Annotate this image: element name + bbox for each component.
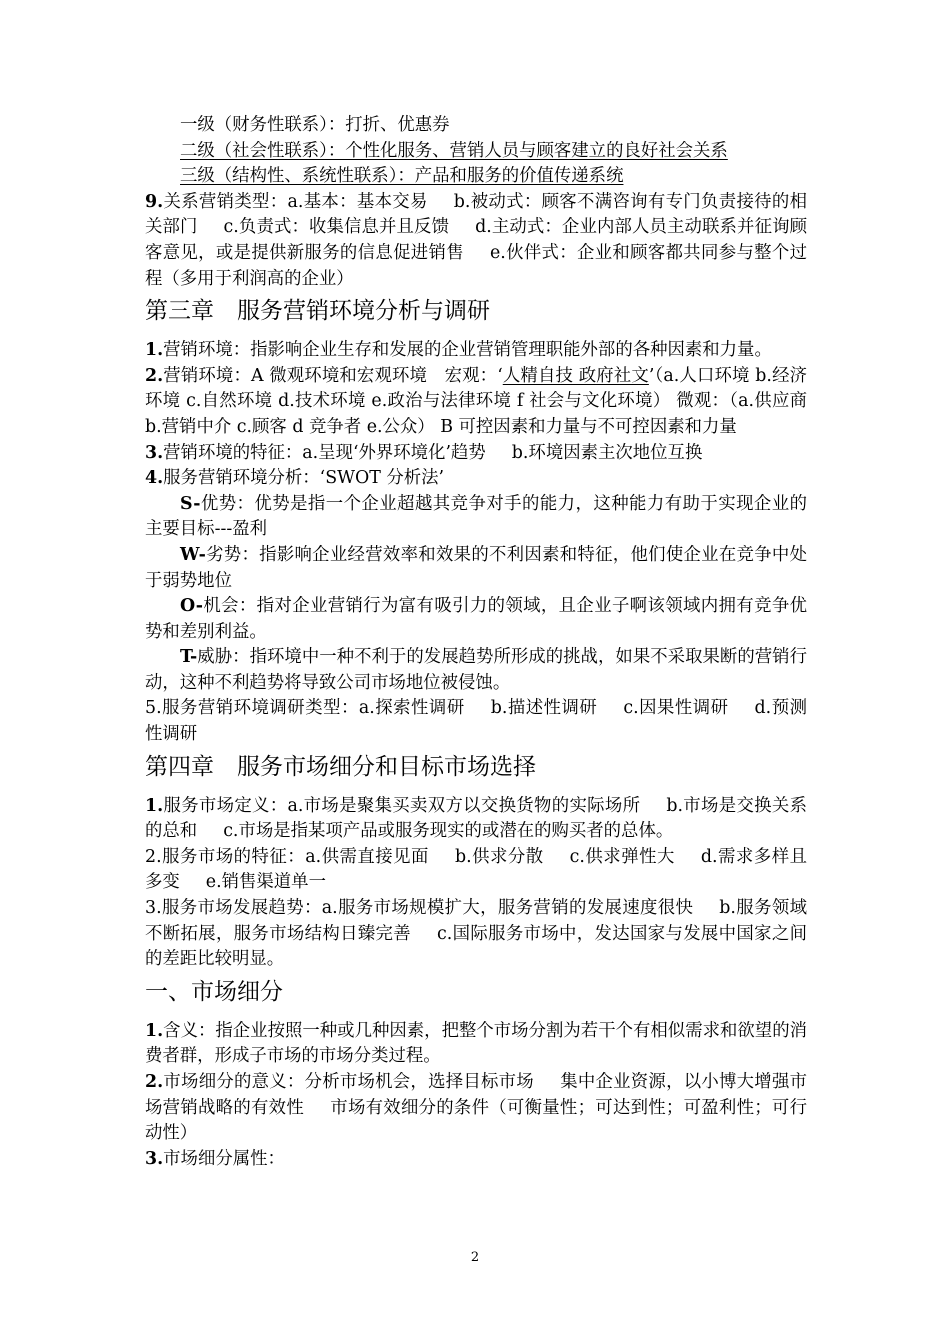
ch4-paragraph-3: 3.服务市场发展趋势：a.服务市场规模扩大，服务营销的发展速度很快 b.服务领域不断拓展，服务市场结构日臻完善 c.国际服务市场中，发达国家与发展中国家之间的差距比较明显。 <box>145 898 807 970</box>
ch3-paragraph-3: 3.营销环境的特征：a.呈现‘外界环境化’趋势 b.环境因素主次地位互换 <box>145 442 703 463</box>
sec1-paragraph-2: 2.市场细分的意义：分析市场机会，选择目标市场 集中企业资源，以小博大增强市场营销战略的有效性 市场有效细分的条件（可衡量性；可达到性；可盈利性；可行动性） <box>145 1072 807 1144</box>
relation-level-3: 三级（结构性、系统性联系）：产品和服务的价值传递系统 <box>180 166 624 187</box>
ch4-paragraph-2: 2.服务市场的特征：a.供需直接见面 b.供求分散 c.供求弹性大 d.需求多样且多变 e.销售渠道单一 <box>145 846 807 893</box>
paragraph-9: 9.关系营销类型：a.基本：基本交易 b.被动式：顾客不满咨询有专门负责接待的相关部门 c.负责式：收集信息并且反馈 d.主动式：企业内部人员主动联系并征询顾客意见，或是提供新服务的信息促进销售 e.伙伴式：企业和顾客都共同参与整个过程（多用于利润高的企业） <box>145 191 807 289</box>
ch3-paragraph-5: 5.服务营销环境调研类型：a.探索性调研 b.描述性调研 c.因果性调研 d.预测性调研 <box>145 698 807 745</box>
ch3-paragraph-4: 4.服务营销环境分析：‘SWOT 分析法’ <box>145 468 445 489</box>
sec1-paragraph-1: 1.含义：指企业按照一种或几种因素，把整个市场分割为若干个有相似需求和欲望的消费者群，形成子市场的市场分类过程。 <box>145 1020 807 1067</box>
relation-level-1: 一级（财务性联系）：打折、优惠券 <box>180 115 450 135</box>
relation-level-2: 二级（社会性联系）：个性化服务、营销人员与顾客建立的良好社会关系 <box>180 140 728 161</box>
ch3-paragraph-2: 2.营销环境：A 微观环境和宏观环境 宏观：‘人精自技 政府社文’（a.人口环境 b.经济环境 c.自然环境 d.技术环境 e.政治与法律环境 f 社会与文化环境） 微观：（a.供应商 b.营销中介 c.顾客 d 竞争者 e.公众） B 可控因素和力量与不可控因素和力量 <box>145 365 807 437</box>
chapter-4-title: 第四章 服务市场细分和目标市场选择 <box>145 753 536 780</box>
section-1-title: 一、市场细分 <box>145 978 283 1005</box>
swot-strength: S-优势：优势是指一个企业超越其竞争对手的能力，这种能力有助于实现企业的主要目标---盈利 <box>145 493 807 540</box>
chapter-3-title: 第三章 服务营销环境分析与调研 <box>145 298 490 325</box>
ch3-paragraph-1: 1.营销环境：指影响企业生存和发展的企业营销管理职能外部的各种因素和力量。 <box>145 340 772 361</box>
page-number: 2 <box>470 1250 480 1265</box>
swot-opportunity: O-机会：指对企业营销行为富有吸引力的领域，且企业子啊该领域内拥有竞争优势和差别利益。 <box>145 596 807 642</box>
ch4-paragraph-1: 1.服务市场定义：a.市场是聚集买卖双方以交换货物的实际场所 b.市场是交换关系的总和 c.市场是指某项产品或服务现实的或潜在的购买者的总体。 <box>145 795 807 842</box>
sec1-paragraph-3: 3.市场细分属性： <box>145 1148 285 1169</box>
swot-threat: T-威胁：指环境中一种不利于的发展趋势所形成的挑战，如果不采取果断的营销行动，这种不利趋势将导致公司市场地位被侵蚀。 <box>145 647 807 693</box>
swot-weakness: W-劣势：指影响企业经营效率和效果的不利因素和特征，他们使企业在竞争中处于弱势地位 <box>145 544 807 591</box>
